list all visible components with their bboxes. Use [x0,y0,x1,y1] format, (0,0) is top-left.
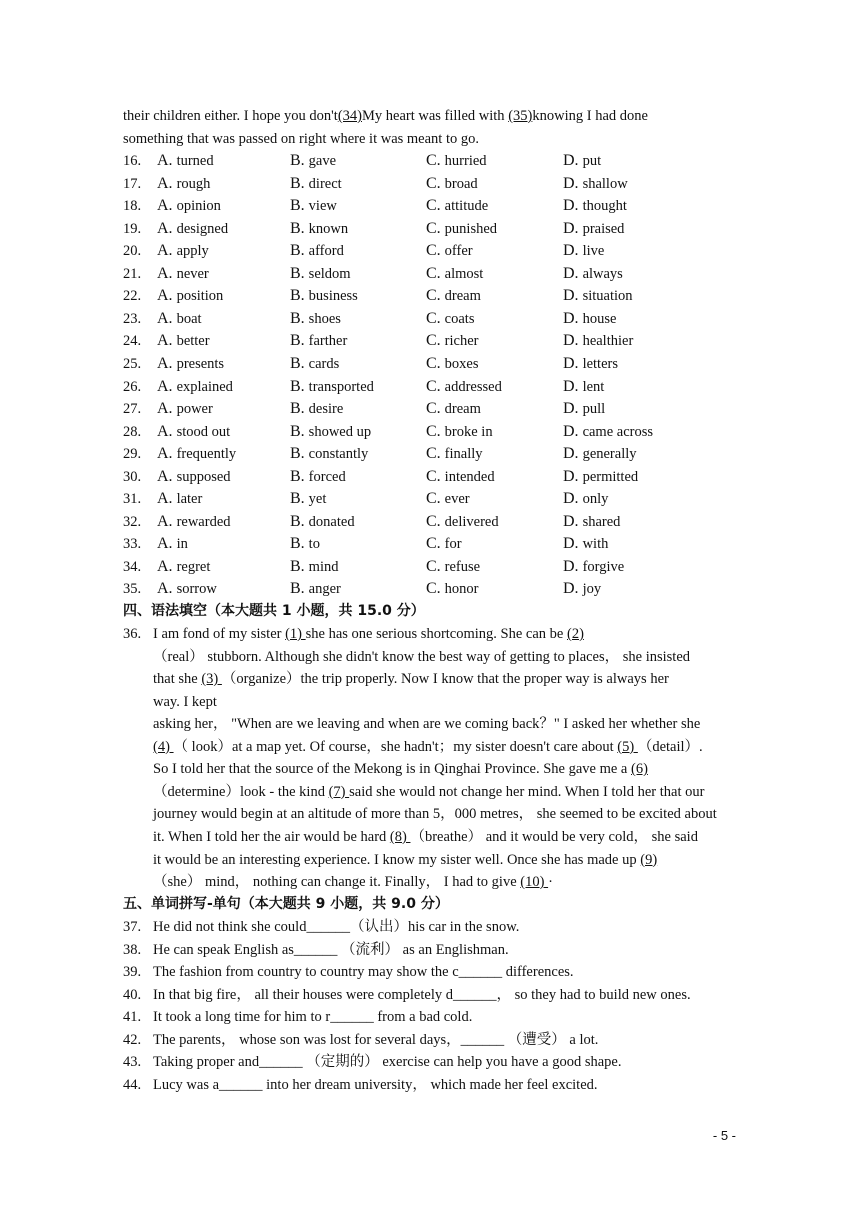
option-d: D. shared [563,512,621,530]
option-text: rough [176,175,211,192]
question-text: He did not think she could______（认出）his car in the snow. [153,919,520,935]
option-a: A. later [157,490,203,508]
option-c: C. punished [426,219,498,237]
option-text: broad [444,175,478,192]
option-c: C. refuse [426,557,481,575]
option-text: forced [308,468,346,485]
passage-text: way. I kept [153,693,217,710]
option-text: dream [444,401,481,418]
option-d: D. permitted [563,467,639,485]
option-a: A. stood out [157,422,231,440]
question-number: 38. [123,941,142,958]
question-number: 43. [123,1054,142,1071]
option-text: cards [308,355,340,372]
option-text: attitude [444,198,489,215]
passage-line [153,849,753,872]
option-text: mind [308,558,339,575]
option-a: A. position [157,287,224,305]
option-c: C. coats [426,309,475,327]
intro-text: My heart was filled with [362,108,509,124]
option-b: B. transported [290,377,374,395]
option-text: showed up [308,423,372,440]
option-a: A. supposed [157,467,231,485]
passage-text: （real） stubborn. Although she didn't know the best way of getting to places， she insisted [153,648,691,665]
option-text: dream [444,288,481,305]
option-text: seldom [308,265,351,282]
option-c: C. richer [426,332,479,350]
option-b: B. gave [290,152,337,169]
option-b: B. mind [290,557,339,575]
option-d: D. lent [563,377,605,395]
option-text: sorrow [176,581,217,598]
option-text: ever [444,491,470,508]
passage-line [153,623,753,646]
option-text: situation [582,288,633,305]
option-a: A. better [157,332,210,350]
intro-text: their children either. I hope you don't [123,108,338,124]
intro-text: knowing I had done [532,108,648,124]
option-text: pull [582,401,606,418]
option-text: always [582,265,623,282]
blank-35: (35) [508,108,533,124]
option-a: A. explained [157,377,233,395]
option-text: frequently [176,446,237,463]
option-d: D. thought [563,197,627,215]
option-d: D. joy [563,580,602,598]
option-text: addressed [444,378,502,395]
option-text: in [176,536,188,553]
question-number: 41. [123,1009,142,1026]
passage-text: I am fond of my sister [153,626,286,642]
question-number: 16. [123,153,142,169]
option-text: came across [582,423,654,440]
answer-blank: (10) [520,874,549,891]
question-text: He can speak English as______ （流利） as an Englishman. [153,941,509,958]
answer-blank: (5) [617,738,638,755]
option-d: D. with [563,535,609,553]
option-a: A. rough [157,174,211,192]
option-a: A. designed [157,219,229,237]
option-c: C. finally [426,445,483,463]
option-c: C. dream [426,400,481,418]
option-a: A. opinion [157,197,221,215]
question-number: 28. [123,423,142,440]
option-c: C. intended [426,467,495,485]
option-text: opinion [176,198,221,215]
passage-text: that she [153,671,202,688]
option-text: known [308,220,349,237]
option-text: regret [176,558,211,575]
question-number: 19. [123,220,142,237]
option-b: B. known [290,219,349,237]
option-c: C. honor [426,580,479,598]
option-b: B. cards [290,354,340,372]
passage-line [153,668,753,691]
passage-text: it would be an interesting experience. I know my sister well. Once she has made up [153,851,641,868]
option-text: live [582,243,605,260]
question-number: 17. [123,175,142,192]
option-text: donated [308,513,355,530]
intro-line-2: something that was passed on right where it was meant to go. [123,131,479,147]
question-number: 40. [123,986,142,1003]
option-text: power [176,401,213,418]
question-text: It took a long time for him to r______ from a bad cold. [153,1009,473,1026]
option-text: designed [176,220,229,237]
answer-blank: (6) [631,761,648,778]
option-d: D. only [563,490,609,508]
option-text: lent [582,378,605,395]
option-d: D. pull [563,400,606,418]
question-number: 35. [123,581,142,598]
passage-line [153,758,753,781]
option-a: A. sorrow [157,580,217,598]
option-d: D. forgive [563,557,625,575]
section-5-title: 五、单词拼写-单句（本大题共 9 小题，共 9.0 分） [123,896,449,912]
option-text: refuse [444,558,481,575]
passage-text: asking her， "When are we leaving and when are we coming back？" I asked her whether she [153,716,701,733]
passage-line [153,646,753,669]
option-c: C. for [426,535,462,553]
option-text: constantly [308,446,369,463]
passage-line [153,803,753,826]
option-text: transported [308,378,374,395]
option-b: B. anger [290,580,341,598]
option-text: letters [582,355,618,372]
option-text: never [176,265,209,282]
option-b: B. farther [290,332,348,350]
option-text: generally [582,446,637,463]
option-b: B. donated [290,512,355,530]
passage-line [153,871,753,894]
option-c: C. broke in [426,422,493,440]
option-text: direct [308,175,342,192]
option-b: B. seldom [290,264,351,282]
option-a: A. regret [157,557,211,575]
option-text: praised [582,220,625,237]
option-b: B. yet [290,490,327,508]
option-text: explained [176,378,233,395]
option-d: D. praised [563,219,625,237]
question-number: 18. [123,198,142,215]
question-number: 37. [123,919,142,935]
option-text: offer [444,243,473,260]
answer-blank: (7) [328,783,350,800]
passage-text: （organize）the trip properly. Now I know that the proper way is always her [221,671,669,688]
option-b: B. to [290,535,320,553]
option-text: punished [444,220,498,237]
option-text: presents [176,355,225,372]
option-a: A. apply [157,242,209,260]
option-a: A. boat [157,309,202,327]
option-d: D. house [563,309,617,327]
option-text: put [582,153,602,169]
passage-text: （detail）. [637,738,703,755]
question-number: 20. [123,243,142,260]
option-d: D. shallow [563,174,628,192]
passage-text: （determine）look - the kind [153,783,329,800]
option-b: B. constantly [290,445,369,463]
passage-text: · [548,874,553,891]
option-d: D. live [563,242,605,260]
option-text: desire [308,401,344,418]
option-b: B. desire [290,400,344,418]
question-number: 33. [123,536,142,553]
option-c: C. addressed [426,377,502,395]
option-text: boxes [444,355,479,372]
option-text: for [444,536,462,553]
question-number: 39. [123,964,142,981]
question-number: 42. [123,1031,142,1048]
question-number: 25. [123,355,142,372]
option-text: only [582,491,609,508]
answer-blank: (9) [640,851,658,868]
option-text: yet [308,491,327,508]
option-text: shoes [308,310,341,327]
question-number: 29. [123,446,142,463]
option-c: C. almost [426,264,484,282]
option-d: D. letters [563,354,618,372]
passage-text: she has one serious shortcoming. She can be [305,626,567,642]
question-number: 22. [123,288,142,305]
option-text: position [176,288,224,305]
option-text: farther [308,333,348,350]
passage-text: （ look）at a map yet. Of course，she hadn't；my sister doesn't care about [173,738,618,755]
option-text: afford [308,243,344,260]
option-text: finally [444,446,483,463]
question-number: 27. [123,401,142,418]
option-text: business [308,288,358,305]
option-text: better [176,333,210,350]
question-text: The parents， whose son was lost for several days，______ （遭受） a lot. [153,1031,599,1048]
answer-blank: (8) [389,828,411,845]
question-number: 30. [123,468,142,485]
passage-text: （breathe） and it would be very cold， she said [410,828,698,845]
passage-text: （she） mind， nothing can change it. Finally， I had to give [153,874,521,891]
question-text: The fashion from country to country may show the c______ differences. [153,964,574,981]
option-a: A. presents [157,354,225,372]
question-text: Taking proper and______ （定期的） exercise can help you have a good shape. [153,1054,622,1071]
option-text: with [582,536,609,553]
option-a: A. in [157,535,188,553]
option-text: shared [582,513,621,530]
option-b: B. forced [290,467,346,485]
option-c: C. boxes [426,354,479,372]
option-c: C. dream [426,287,481,305]
question-text: In that big fire， all their houses were completely d______， so they had to build new ones. [153,986,691,1003]
option-d: D. came across [563,422,654,440]
option-d: D. healthier [563,332,634,350]
question-number: 32. [123,513,142,530]
answer-blank: (4) [153,738,174,755]
question-number: 21. [123,265,142,282]
option-c: C. ever [426,490,470,508]
option-a: A. never [157,264,209,282]
option-text: anger [308,581,341,598]
option-b: B. shoes [290,309,341,327]
option-text: gave [308,153,337,169]
passage-text: said she would not change her mind. When I told her that our [349,783,705,800]
question-number: 34. [123,558,142,575]
answer-blank: (2) [567,626,584,642]
option-text: broke in [444,423,493,440]
option-text: hurried [444,153,487,169]
option-c: C. attitude [426,197,489,215]
option-b: B. afford [290,242,344,260]
option-text: intended [444,468,495,485]
question-number: 23. [123,310,142,327]
option-text: supposed [176,468,231,485]
option-c: C. delivered [426,512,499,530]
section-4-title: 四、语法填空（本大题共 1 小题，共 15.0 分） [123,603,425,619]
option-text: healthier [582,333,634,350]
passage-line [153,826,753,849]
option-text: later [176,491,203,508]
option-text: almost [444,265,484,282]
passage-line [153,781,753,804]
option-text: forgive [582,558,625,575]
option-a: A. frequently [157,445,237,463]
option-text: honor [444,581,479,598]
option-text: shallow [582,175,628,192]
question-number: 36. [123,626,142,642]
blank-34: (34) [337,108,362,124]
option-text: view [308,198,337,215]
question-number: 31. [123,491,142,508]
option-text: boat [176,310,202,327]
passage-text: So I told her that the source of the Mekong is in Qinghai Province. She gave me a [153,761,631,778]
option-c: C. hurried [426,152,487,169]
option-a: A. power [157,400,213,418]
question-number: 24. [123,333,142,350]
passage-text: journey would begin at an altitude of more than 5，000 metres， she seemed to be excited about [153,806,717,823]
option-d: D. generally [563,445,637,463]
option-text: richer [444,333,479,350]
answer-blank: (3) [201,671,222,688]
option-text: turned [176,153,214,169]
option-text: delivered [444,513,499,530]
intro-line-1 [123,106,648,126]
option-text: permitted [582,468,639,485]
option-text: stood out [176,423,231,440]
option-b: B. view [290,197,337,215]
option-text: coats [444,310,475,327]
option-c: C. offer [426,242,473,260]
passage-line [153,713,753,736]
option-text: house [582,310,617,327]
option-a: A. turned [157,152,214,169]
option-text: rewarded [176,513,231,530]
page-number: - 5 - [712,1128,736,1143]
passage-text: it. When I told her the air would be hard [153,828,390,845]
option-d: D. always [563,264,623,282]
passage-line [153,691,753,714]
option-d: D. put [563,152,602,169]
option-text: apply [176,243,209,260]
option-c: C. broad [426,174,478,192]
option-text: joy [582,581,602,598]
option-b: B. direct [290,174,342,192]
option-d: D. situation [563,287,633,305]
answer-blank: (1) [285,626,306,642]
question-number: 44. [123,1076,142,1093]
question-number: 26. [123,378,142,395]
question-text: Lucy was a______ into her dream university， which made her feel excited. [153,1076,598,1093]
option-b: B. showed up [290,422,372,440]
passage-line [153,736,753,759]
option-a: A. rewarded [157,512,231,530]
option-text: to [308,536,320,553]
option-b: B. business [290,287,358,305]
option-text: thought [582,198,627,215]
